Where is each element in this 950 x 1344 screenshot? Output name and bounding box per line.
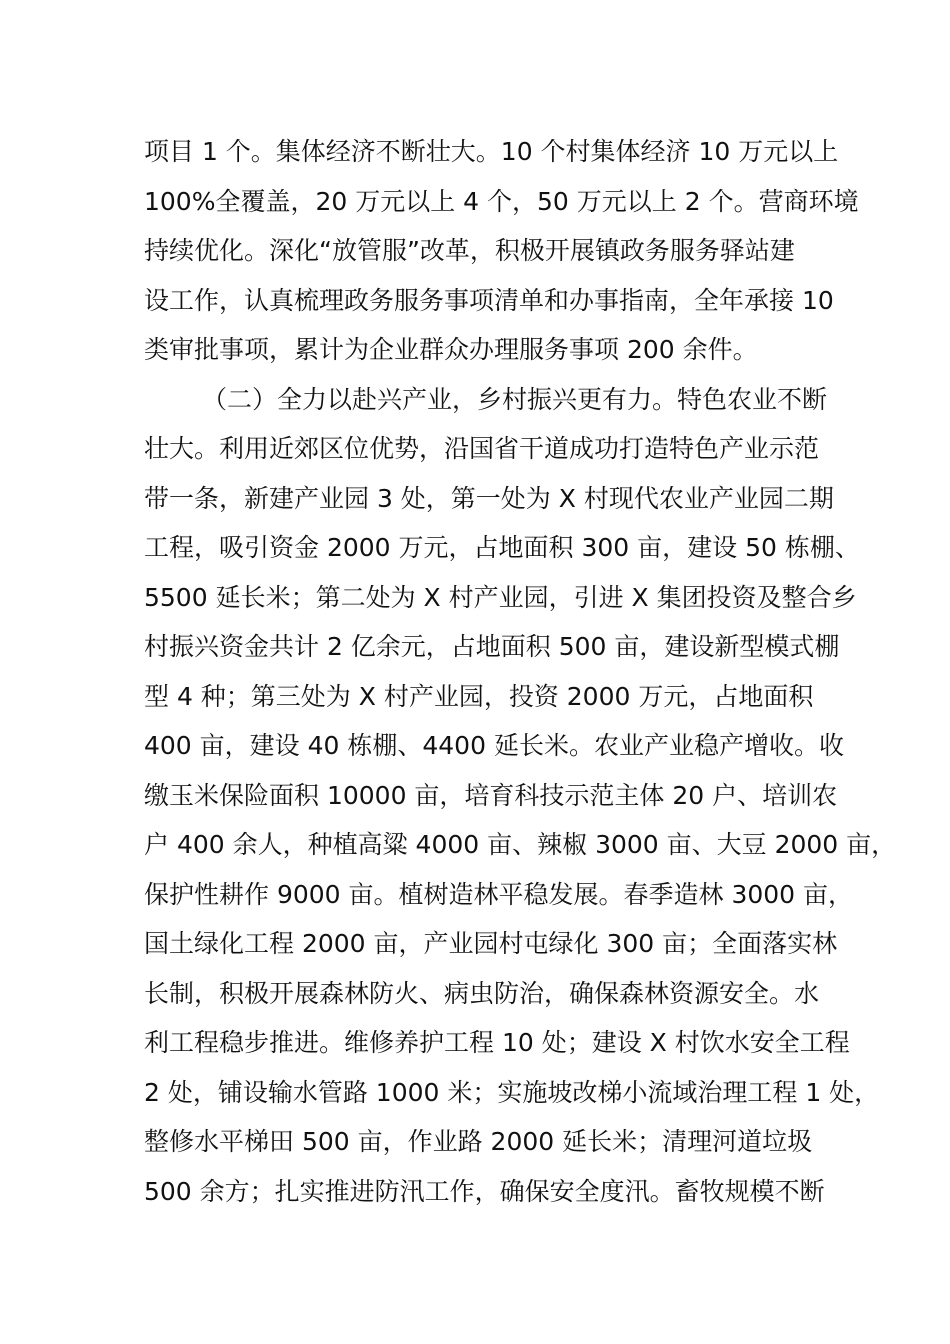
text-line: 缴玉米保险面积 10000 亩，培育科技示范主体 20 户、培训农 (144, 780, 838, 810)
text-line: 型 4 种；第三处为 X 村产业园，投资 2000 万元，占地面积 (144, 681, 814, 711)
text-line: 户 400 余人，种植高粱 4000 亩、辣椒 3000 亩、大豆 2000 亩， (144, 830, 897, 859)
text-line: 500 余方；扎实推进防汛工作，确保安全度汛。畜牧规模不断 (144, 1176, 825, 1206)
text-line: 400 亩，建设 40 栋棚、4400 延长米。农业产业稳产增收。收 (144, 731, 844, 760)
text-line: 长制，积极开展森林防火、病虫防治，确保森林资源安全。水 (144, 978, 820, 1008)
text-line: 带一条，新建产业园 3 处，第一处为 X 村现代农业产业园二期 (144, 483, 834, 513)
section-heading-line: （二）全力以赴兴产业，乡村振兴更有力。特色农业不断 (202, 384, 828, 414)
text-line: 利工程稳步推进。维修养护工程 10 处；建设 X 村饮水安全工程 (144, 1028, 850, 1057)
text-line: 类审批事项，累计为企业群众办理服务事项 200 余件。 (144, 335, 758, 364)
text-line: 2 处，铺设输水管路 1000 米；实施坡改梯小流域治理工程 1 处， (144, 1077, 880, 1107)
body-text (144, 127, 897, 1216)
text-line: 整修水平梯田 500 亩，作业路 2000 延长米；清理河道垃圾 (144, 1127, 813, 1156)
text-line: 壮大。利用近郊区位优势，沿国省干道成功打造特色产业示范 (144, 434, 820, 463)
text-line: 项目 1 个。集体经济不断壮大。10 个村集体经济 10 万元以上 (144, 137, 839, 166)
text-line: 100%全覆盖，20 万元以上 4 个，50 万元以上 2 个。营商环境 (144, 186, 859, 216)
text-line: 工程，吸引资金 2000 万元，占地面积 300 亩，建设 50 栋棚、 (144, 533, 860, 562)
text-line: 国土绿化工程 2000 亩，产业园村屯绿化 300 亩；全面落实林 (144, 929, 838, 958)
text-line: 设工作，认真梳理政务服务事项清单和办事指南，全年承接 10 (144, 285, 834, 315)
text-line: 保护性耕作 9000 亩。植树造林平稳发展。春季造林 3000 亩， (144, 879, 854, 909)
text-line: 村振兴资金共计 2 亿余元，占地面积 500 亩，建设新型模式棚 (144, 632, 840, 661)
text-line: 5500 延长米；第二处为 X 村产业园，引进 X 集团投资及整合乡 (144, 582, 857, 612)
text-line: 持续优化。深化“放管服”改革，积极开展镇政务服务驿站建 (144, 236, 795, 265)
